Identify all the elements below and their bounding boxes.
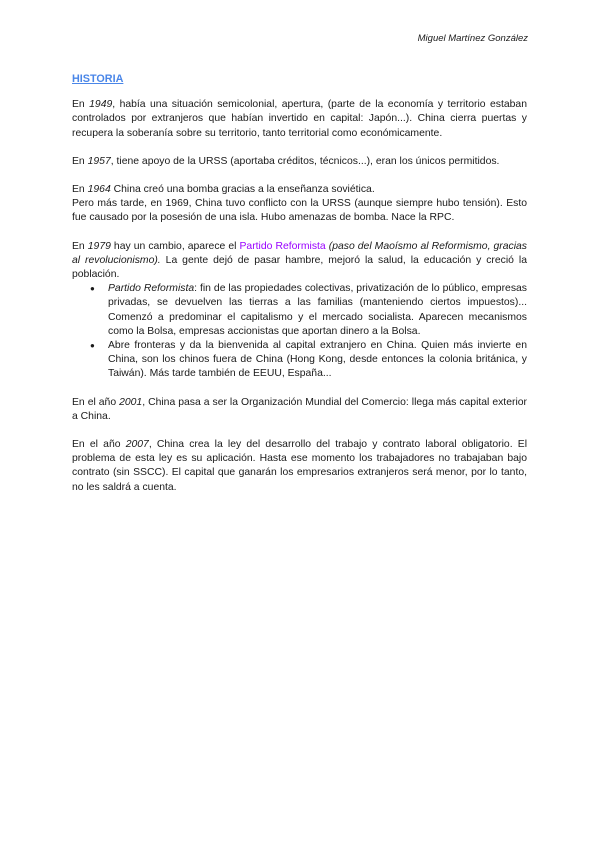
paragraph-1949 [72,98,527,141]
paragraph-1979 [72,240,527,283]
p5-text-a: En el año [72,396,120,408]
bullet-1-text: : fin de las propiedades colectivas, privatización de lo público, empresas privadas, se devuelven las tierras a las familias (manteniendo ciertos impuestos)... Comenzó a predominar el capitalismo y el mercado socialista. Aparecen mecanismos como la Bolsa, empresas accionistas que aportan dinero a la Bolsa. [108,283,527,337]
p3-text-a: En [72,184,88,196]
p4-text-b: hay un cambio, aparece el [110,240,240,252]
bullet-2-text: Abre fronteras y da la bienvenida al capital extranjero en China. Quien más invierte en China, son los chinos fuera de China (Hong Kong, desde entonces la colonia británica, y Taiwán). Más tarde también de EEUU, España... [108,340,527,380]
p5-text-b: , China pasa a ser la Organización Mundial del Comercio: llega más capital exterior a China. [72,396,527,422]
year-2001: 2001 [119,396,143,408]
year-1957: 1957 [87,155,111,167]
paragraph-2001 [72,396,527,424]
paragraph-1969: Pero más tarde, en 1969, China tuvo conflicto con la URSS (aunque siempre hubo tensión). Esto fue causado por la posesión de una isla. Hubo amenazas de bomba. Nace la RPC. [72,198,527,224]
year-2007: 2007 [125,439,149,451]
list-item [108,339,527,382]
p2-text-b: , tiene apoyo de la URSS (aportaba créditos, técnicos...), eran los únicos permitidos. [110,155,500,167]
year-1964: 1964 [87,184,111,196]
year-1979: 1979 [87,240,111,252]
p4-text-d: La gente dejó de pasar hambre, mejoró la salud, la educación y creció la población. [72,254,528,281]
p3-text-b: China creó una bomba gracias a la enseñanza soviética. [110,184,375,196]
partido-reformista-link: Partido Reformista [239,240,326,252]
list-item [108,282,527,339]
reform-bullet-list [72,282,527,381]
p6-text-a: En el año [72,439,126,451]
p4-aside: (paso del Maoísmo al Reformismo, gracias al revolucionismo). [72,240,528,266]
paragraph-1964 [72,183,527,197]
year-1949: 1949 [89,99,113,111]
paragraph-1957 [72,155,527,169]
document-body [72,72,527,509]
p4-text-a: En [72,240,88,252]
p6-text-b: , China crea la ley del desarrollo del trabajo y contrato laboral obligatorio. El problema de esta ley es su aplicación. Hasta ese momento los trabajadores no trabajaban bajo contrato (sin SSCC). El capital que ganarán los empresarios extranjeros será menor, por lo tanto, no les saldrá a cuenta. [72,439,528,493]
section-heading: HISTORIA [72,73,124,85]
bullet-1-label: Partido Reformista [108,283,195,295]
p1-text-b: , había una situación semicolonial, apertura, (parte de la economía y territorio estaban controlados por extranjeros que habían invertido en capital: Japón...). China cierra puertas y recupera la soberanía sobre su territorio, tanto territorial como económicamente. [72,99,527,139]
paragraph-2007 [72,438,527,495]
p1-text-a: En [72,99,90,111]
p2-text-a: En [72,155,88,167]
author-header: Miguel Martínez González [417,33,528,44]
